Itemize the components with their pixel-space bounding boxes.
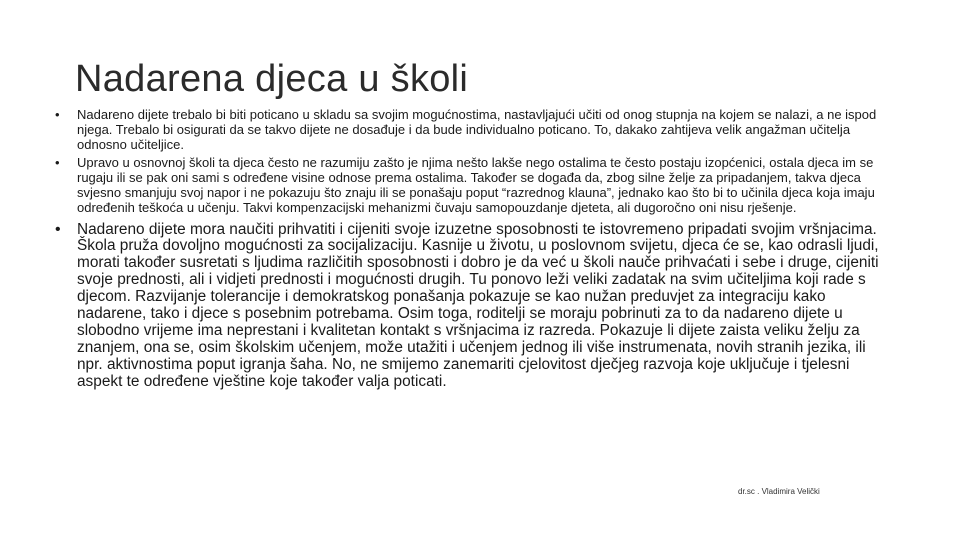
bullet-item — [55, 108, 885, 152]
author-footer: dr.sc . Vladimira Velički — [738, 487, 820, 496]
slide-title: Nadarena djeca u školi — [75, 58, 469, 100]
bullet-text: Upravo u osnovnoj školi ta djeca često ne razumiju zašto je njima nešto lakše nego ostalima te često postaju izopćenici, ostala djeca im se rugaju ili se pak oni sami s određene visine odnose prema ostalima. Također se događa da, zbog silne želje za pripadanjem, takva djeca svjesno smanjuju svoj napor i ne pokazuju što znaju ili se ponašaju poput “razrednog klauna”, jednako kao što bi to učinila djeca koja imaju određenih teškoća u učenju. Takvi kompenzacijski mehanizmi čuvaju samopouzdanje djeteta, ali dugoročno oni nisu rješenje. — [77, 155, 875, 215]
bullet-marker: • — [55, 155, 60, 171]
bullet-item — [55, 156, 885, 215]
bullet-marker: • — [55, 107, 60, 122]
bullet-text: Nadareno dijete trebalo bi biti poticano u skladu sa svojim mogućnostima, nastavljajući učiti od onog stupnja na kojem se nalazi, a ne ispod njega. Trebalo bi osigurati da se takvo dijete ne dosađuje i da bude individualno poticano. To, dakako zahtijeva velik angažman učitelja odnosno učiteljice. — [77, 107, 877, 152]
bullet-item — [55, 222, 885, 391]
bullet-text: Nadareno dijete mora naučiti prihvatiti i cijeniti svoje izuzetne sposobnosti te istovremeno pripadati svojim vršnjacima. Škola pruža dovoljno mogućnosti za socijalizaciju. Kasnije u životu, u poslovnom svijetu, djeca će se, kao odrasli ljudi, morati također susretati s ljudima različitih sposobnosti i dobro je da već u školi nauče prihvaćati i sebe i druge, cijeniti svoje prednosti, ali i vidjeti prednosti i mogućnosti drugih. Tu ponovo leži veliki zadatak na svim učiteljima koji rade s djecom. Razvijanje tolerancije i demokratskog ponašanja pokazuje se kao nužan preduvjet za integraciju kako nadarene, tako i djece s posebnim potrebama. Osim toga, roditelji se moraju pobrinuti za to da nadareno dijete u slobodno vrijeme ima neprestani i kvalitetan kontakt s vršnjacima iz razreda. Pokazuje li dijete zaista veliku želju za znanjem, ona se, osim školskim učenjem, može utažiti i učenjem jednog ili više instrumenata, novih stranih jezika, ili npr. aktivnostima poput igranja šaha. No, ne smijemo zanemariti cjelovitost dječjeg razvoja koje uključuje i tjelesni aspekt te određene vještine koje također valja poticati. — [77, 220, 879, 390]
slide-body — [55, 108, 885, 391]
bullet-marker: • — [55, 220, 61, 238]
